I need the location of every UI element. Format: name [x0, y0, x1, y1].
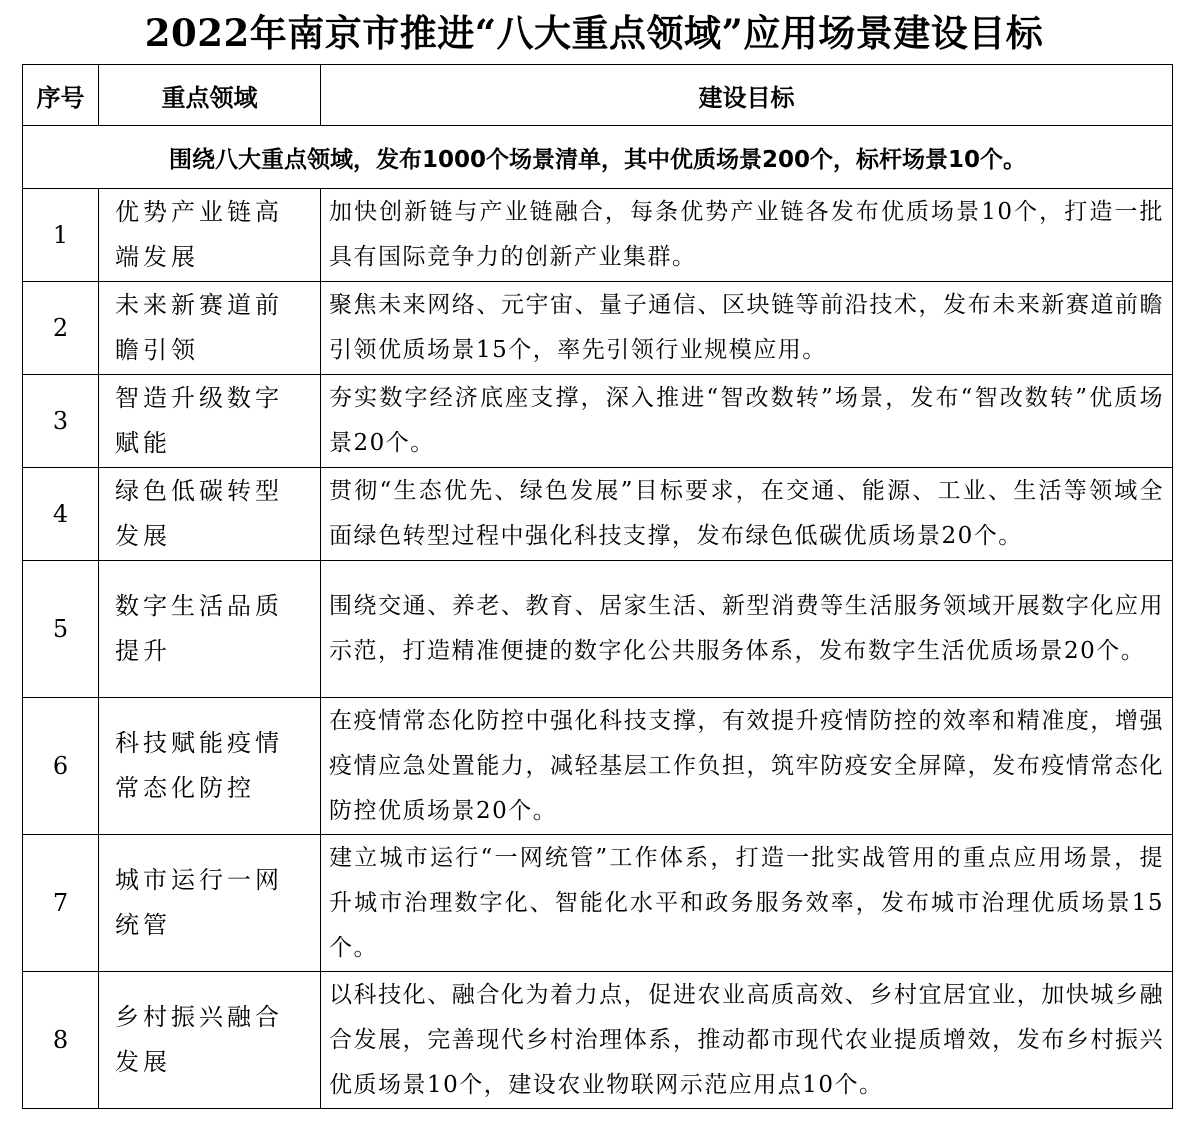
- row-field: 乡村振兴融合发展: [99, 972, 321, 1109]
- row-number: 2: [23, 282, 99, 375]
- table-header-row: [23, 65, 1173, 126]
- table-row: [23, 561, 1173, 698]
- table-row: [23, 698, 1173, 835]
- document-title: 2022年南京市推进“八大重点领域”应用场景建设目标: [144, 11, 1044, 55]
- row-number: 1: [23, 189, 99, 282]
- row-field: 城市运行一网统管: [99, 835, 321, 972]
- row-goal: 围绕交通、养老、教育、居家生活、新型消费等生活服务领域开展数字化应用示范，打造精准便捷的数字化公共服务体系，发布数字生活优质场景20个。: [321, 561, 1173, 698]
- table-row: [23, 835, 1173, 972]
- row-goal: 在疫情常态化防控中强化科技支撑，有效提升疫情防控的效率和精准度，增强疫情应急处置能力，减轻基层工作负担，筑牢防疫安全屏障，发布疫情常态化防控优质场景20个。: [321, 698, 1173, 835]
- row-goal: 加快创新链与产业链融合，每条优势产业链各发布优质场景10个，打造一批具有国际竞争力的创新产业集群。: [321, 189, 1173, 282]
- table-row: [23, 189, 1173, 282]
- row-goal: 以科技化、融合化为着力点，促进农业高质高效、乡村宜居宜业，加快城乡融合发展，完善现代乡村治理体系，推动都市现代农业提质增效，发布乡村振兴优质场景10个，建设农业物联网示范应用点10个。: [321, 972, 1173, 1109]
- summary-text: 围绕八大重点领域，发布1000个场景清单，其中优质场景200个，标杆场景10个。: [23, 126, 1173, 189]
- summary-row: [23, 126, 1173, 189]
- row-field: 优势产业链高端发展: [99, 189, 321, 282]
- row-number: 5: [23, 561, 99, 698]
- row-goal: 贯彻“生态优先、绿色发展”目标要求，在交通、能源、工业、生活等领域全面绿色转型过程中强化科技支撑，发布绿色低碳优质场景20个。: [321, 468, 1173, 561]
- row-goal: 夯实数字经济底座支撑，深入推进“智改数转”场景，发布“智改数转”优质场景20个。: [321, 375, 1173, 468]
- table-row: [23, 468, 1173, 561]
- row-number: 8: [23, 972, 99, 1109]
- row-goal: 建立城市运行“一网统管”工作体系，打造一批实战管用的重点应用场景，提升城市治理数字化、智能化水平和政务服务效率，发布城市治理优质场景15个。: [321, 835, 1173, 972]
- table-row: [23, 375, 1173, 468]
- row-field: 未来新赛道前瞻引领: [99, 282, 321, 375]
- row-goal: 聚焦未来网络、元宇宙、量子通信、区块链等前沿技术，发布未来新赛道前瞻引领优质场景15个，率先引领行业规模应用。: [321, 282, 1173, 375]
- row-field: 绿色低碳转型发展: [99, 468, 321, 561]
- header-no: 序号: [23, 65, 99, 126]
- table-row: [23, 282, 1173, 375]
- row-number: 7: [23, 835, 99, 972]
- header-field: 重点领域: [99, 65, 321, 126]
- row-number: 4: [23, 468, 99, 561]
- row-field: 科技赋能疫情常态化防控: [99, 698, 321, 835]
- table-row: [23, 972, 1173, 1109]
- goals-table: [22, 64, 1173, 1109]
- row-field: 智造升级数字赋能: [99, 375, 321, 468]
- row-number: 3: [23, 375, 99, 468]
- row-number: 6: [23, 698, 99, 835]
- row-field: 数字生活品质提升: [99, 561, 321, 698]
- header-goal: 建设目标: [321, 65, 1173, 126]
